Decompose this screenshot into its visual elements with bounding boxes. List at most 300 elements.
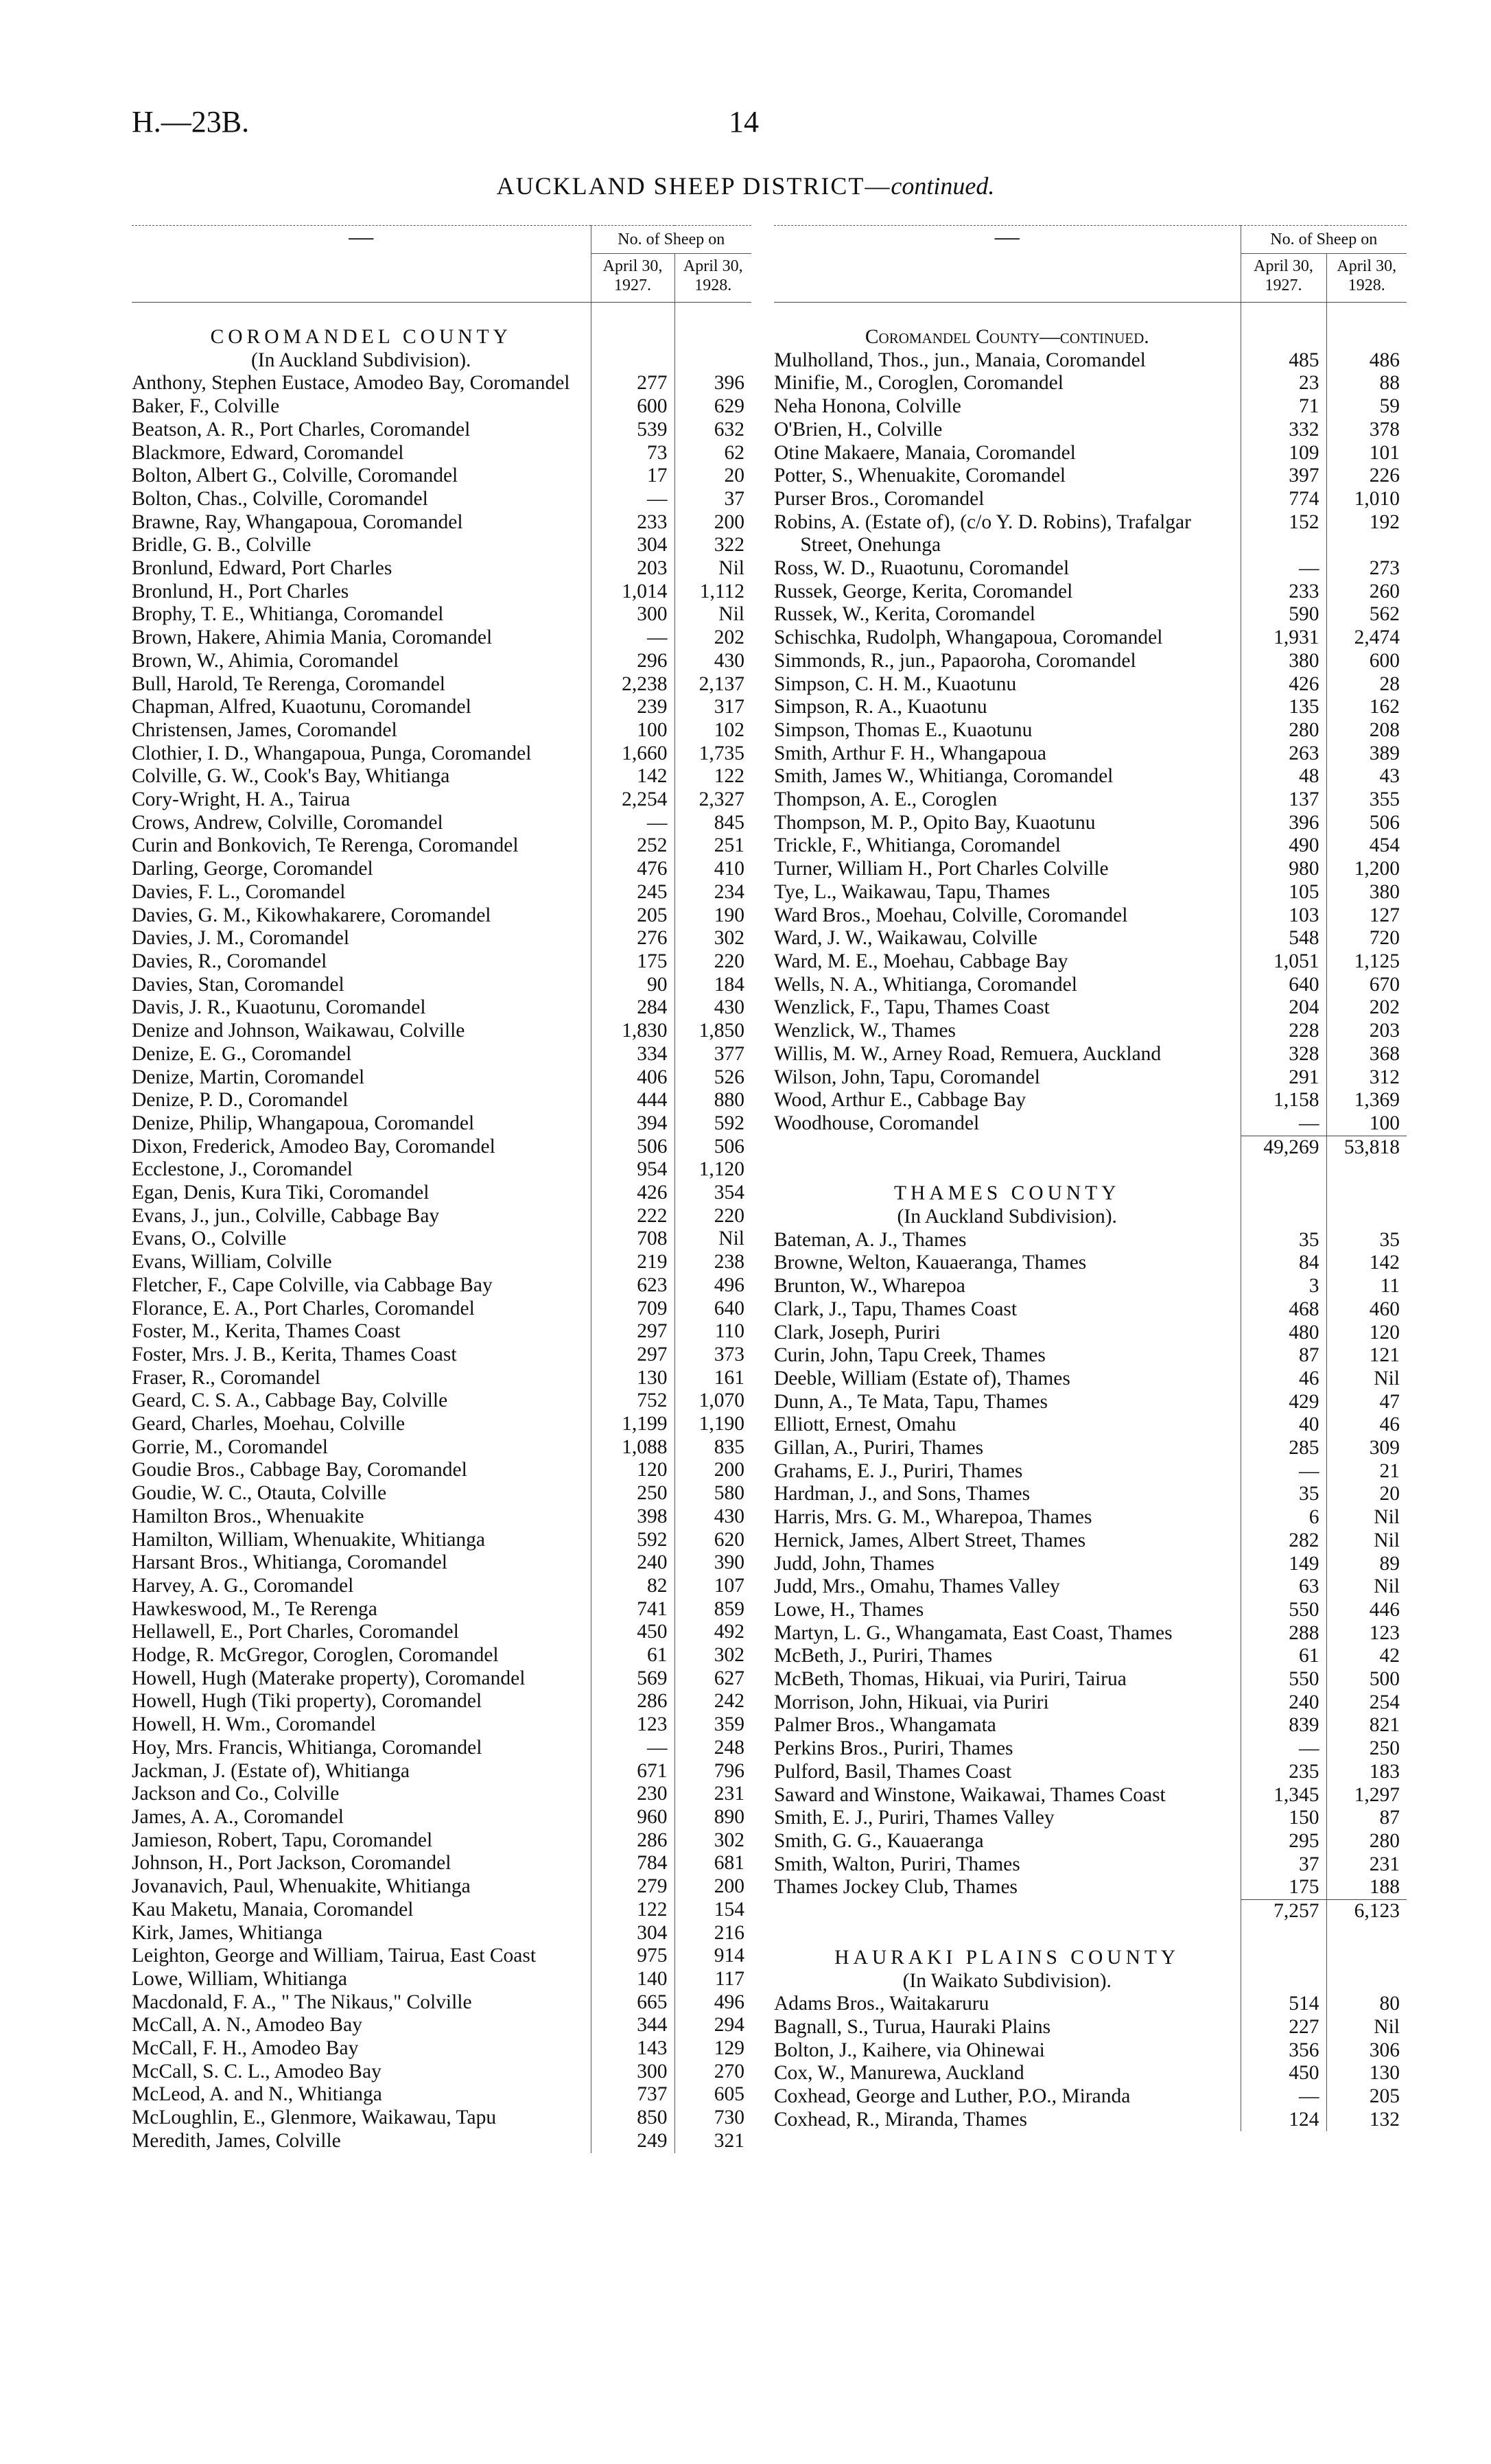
sheep-1928: 117 bbox=[674, 1968, 751, 1991]
owner-name: Fraser, R., Coromandel bbox=[132, 1366, 320, 1389]
sheep-1928: 120 bbox=[1326, 1322, 1407, 1345]
table-row bbox=[132, 2014, 751, 2037]
owner-name: Colville, G. W., Cook's Bay, Whitianga bbox=[132, 765, 450, 788]
sheep-1927: 175 bbox=[1241, 1876, 1326, 1899]
owner-name: Grahams, E. J., Puriri, Thames bbox=[774, 1459, 1023, 1482]
owner-name: McCall, A. N., Amodeo Bay bbox=[132, 2014, 362, 2037]
table-row bbox=[774, 1529, 1407, 1553]
sheep-1927: 286 bbox=[591, 1690, 674, 1713]
sheep-1928: 42 bbox=[1326, 1645, 1407, 1668]
sheep-1928: 129 bbox=[674, 2037, 751, 2061]
owner-name: Jackman, J. (Estate of), Whitianga bbox=[132, 1759, 410, 1782]
table-row bbox=[774, 1575, 1407, 1599]
owner-name: McLoughlin, E., Glenmore, Waikawau, Tapu bbox=[132, 2107, 497, 2129]
sheep-1928: 562 bbox=[1326, 603, 1407, 626]
table-row bbox=[132, 1182, 751, 1205]
table-row bbox=[132, 1459, 751, 1482]
sheep-1928: 121 bbox=[1326, 1344, 1407, 1368]
table-row bbox=[132, 1205, 751, 1228]
sheep-1928: 486 bbox=[1326, 349, 1407, 373]
table-row bbox=[774, 1460, 1407, 1483]
owner-name: Foster, Mrs. J. B., Kerita, Thames Coast bbox=[132, 1343, 457, 1365]
owner-name: Smith, Arthur F. H., Whangapoua bbox=[774, 742, 1046, 764]
owner-name: Meredith, James, Colville bbox=[132, 2129, 341, 2152]
owner-name: Willis, M. W., Arney Road, Remuera, Auckland bbox=[774, 1042, 1162, 1065]
sheep-1928: 359 bbox=[674, 1713, 751, 1737]
sheep-1928: 89 bbox=[1326, 1553, 1407, 1576]
owner-name: Clark, J., Tapu, Thames Coast bbox=[774, 1298, 1018, 1320]
table-row bbox=[774, 1112, 1407, 1136]
sheep-1928: 220 bbox=[674, 950, 751, 974]
report-reference: H.—23B. bbox=[132, 105, 250, 139]
sheep-1928: 627 bbox=[674, 1667, 751, 1691]
sheep-1928: 500 bbox=[1326, 1668, 1407, 1691]
sheep-1928: 410 bbox=[674, 858, 751, 881]
sheep-1927: 1,660 bbox=[591, 742, 674, 766]
table-row bbox=[132, 1389, 751, 1413]
owner-name: Hodge, R. McGregor, Coroglen, Coromandel bbox=[132, 1644, 499, 1667]
table-row bbox=[132, 673, 751, 696]
sheep-1928: 37 bbox=[674, 488, 751, 511]
table-row bbox=[774, 1066, 1407, 1090]
sheep-1927: 1,158 bbox=[1241, 1089, 1326, 1112]
owner-name: Bull, Harold, Te Rerenga, Coromandel bbox=[132, 672, 445, 695]
table-row bbox=[774, 2016, 1407, 2039]
table-row bbox=[132, 511, 751, 535]
sheep-1927: 485 bbox=[1241, 349, 1326, 373]
table-row bbox=[774, 1483, 1407, 1506]
owner-name: Denize, P. D., Coromandel bbox=[132, 1089, 349, 1112]
table-row bbox=[774, 1020, 1407, 1043]
owner-name: Jackson and Co., Colville bbox=[132, 1783, 340, 1805]
table-row bbox=[132, 858, 751, 881]
sheep-1927: 380 bbox=[1241, 650, 1326, 673]
table-row bbox=[132, 1621, 751, 1644]
sheep-1927: 548 bbox=[1241, 927, 1326, 950]
right-column bbox=[774, 222, 1407, 2131]
sheep-1928: 202 bbox=[1326, 996, 1407, 1020]
sheep-1928: 123 bbox=[1326, 1622, 1407, 1645]
table-row bbox=[132, 1829, 751, 1853]
sheep-1927: 708 bbox=[591, 1228, 674, 1251]
table-row bbox=[774, 1413, 1407, 1437]
table-row bbox=[132, 1505, 751, 1529]
sheep-1927: 152 bbox=[1241, 511, 1326, 557]
sheep-1928: 231 bbox=[1326, 1853, 1407, 1877]
owner-name: Bronlund, Edward, Port Charles bbox=[132, 557, 392, 580]
sheep-1927: 709 bbox=[591, 1298, 674, 1321]
sheep-1928: 188 bbox=[1326, 1876, 1407, 1899]
table-row bbox=[774, 442, 1407, 465]
sheep-1927: 87 bbox=[1241, 1344, 1326, 1368]
table-row bbox=[774, 1506, 1407, 1529]
table-row bbox=[132, 927, 751, 950]
sheep-1928: 890 bbox=[674, 1806, 751, 1829]
sheep-1927: 35 bbox=[1241, 1483, 1326, 1506]
owner-name: Woodhouse, Coromandel bbox=[774, 1112, 980, 1134]
subdivision-heading: (In Auckland Subdivision). bbox=[251, 349, 471, 371]
sheep-1928: 190 bbox=[674, 904, 751, 928]
owner-name: Otine Makaere, Manaia, Coromandel bbox=[774, 441, 1076, 464]
table-row bbox=[132, 1575, 751, 1598]
sheep-1928: 122 bbox=[674, 765, 751, 788]
table-row bbox=[132, 1136, 751, 1159]
sheep-1928: 251 bbox=[674, 834, 751, 858]
table-row bbox=[774, 696, 1407, 719]
table-row bbox=[774, 1229, 1407, 1252]
sheep-1928: 354 bbox=[674, 1182, 751, 1205]
table-row bbox=[774, 1691, 1407, 1715]
owner-name: Wood, Arthur E., Cabbage Bay bbox=[774, 1089, 1026, 1112]
owner-name: Simpson, Thomas E., Kuaotunu bbox=[774, 718, 1033, 741]
table-row bbox=[132, 1436, 751, 1459]
owner-name: Davies, J. M., Coromandel bbox=[132, 927, 350, 950]
owner-name: Hamilton, William, Whenuakite, Whitianga bbox=[132, 1528, 485, 1551]
owner-name: Wells, N. A., Whitianga, Coromandel bbox=[774, 973, 1077, 996]
owner-name: Davis, J. R., Kuaotunu, Coromandel bbox=[132, 996, 426, 1019]
sheep-1928: 632 bbox=[674, 419, 751, 442]
sheep-1927: — bbox=[591, 488, 674, 511]
sheep-1927: 665 bbox=[591, 1991, 674, 2015]
sheep-1928: 87 bbox=[1326, 1807, 1407, 1830]
sheep-1927: 46 bbox=[1241, 1368, 1326, 1391]
owner-name: Morrison, John, Hikuai, via Puriri bbox=[774, 1691, 1049, 1713]
table-row bbox=[132, 1251, 751, 1274]
table-row bbox=[774, 788, 1407, 812]
owner-name: Schischka, Rudolph, Whangapoua, Coromandel bbox=[774, 626, 1163, 649]
owner-name: Davies, F. L., Coromandel bbox=[132, 880, 346, 903]
table-row bbox=[774, 2109, 1407, 2132]
table-row bbox=[132, 557, 751, 580]
table-row bbox=[774, 2039, 1407, 2063]
right-table bbox=[774, 222, 1407, 2131]
owner-name: Macdonald, F. A., " The Nikaus," Colville bbox=[132, 1991, 472, 2013]
sheep-1928: 390 bbox=[674, 1551, 751, 1575]
table-row bbox=[774, 349, 1407, 373]
sheep-1927: 328 bbox=[1241, 1043, 1326, 1066]
owner-name: Denize, Philip, Whangapoua, Coromandel bbox=[132, 1112, 475, 1134]
owner-name: Palmer Bros., Whangamata bbox=[774, 1714, 996, 1737]
sheep-1927: 222 bbox=[591, 1205, 674, 1228]
sheep-1927: 140 bbox=[591, 1968, 674, 1991]
table-row bbox=[132, 488, 751, 511]
sheep-1927: 1,931 bbox=[1241, 626, 1326, 650]
owner-name: Curin, John, Tapu Creek, Thames bbox=[774, 1344, 1046, 1367]
table-row bbox=[132, 465, 751, 488]
table-row bbox=[774, 858, 1407, 881]
owner-name: McBeth, Thomas, Hikuai, via Puriri, Tairua bbox=[774, 1668, 1127, 1691]
sheep-1928: 248 bbox=[674, 1737, 751, 1760]
owner-name: Harvey, A. G., Coromandel bbox=[132, 1574, 354, 1597]
title-continued: continued. bbox=[891, 172, 995, 200]
table-row bbox=[774, 1298, 1407, 1322]
sheep-1927: 284 bbox=[591, 996, 674, 1020]
sheep-1928: 208 bbox=[1326, 719, 1407, 742]
sheep-1928: 600 bbox=[1326, 650, 1407, 673]
owner-name: Brown, Hakere, Ahimia Mania, Coromandel bbox=[132, 626, 493, 649]
table-row bbox=[132, 1760, 751, 1783]
table-row bbox=[132, 1320, 751, 1344]
sheep-1927: 980 bbox=[1241, 858, 1326, 881]
sheep-1928: Nil bbox=[1326, 1368, 1407, 1391]
sheep-1928: 306 bbox=[1326, 2039, 1407, 2063]
owner-name: Bridle, G. B., Colville bbox=[132, 534, 312, 556]
owner-name: McCall, F. H., Amodeo Bay bbox=[132, 2037, 359, 2060]
sheep-1927: 406 bbox=[591, 1066, 674, 1090]
sheep-1928: 100 bbox=[1326, 1112, 1407, 1136]
sheep-1927: 280 bbox=[1241, 719, 1326, 742]
sheep-1927: 150 bbox=[1241, 1807, 1326, 1830]
sheep-1927: 300 bbox=[591, 603, 674, 626]
owner-name: Crows, Andrew, Colville, Coromandel bbox=[132, 811, 443, 834]
owner-name: Tye, L., Waikawau, Tapu, Thames bbox=[774, 880, 1050, 903]
owner-name: Evans, William, Colville bbox=[132, 1251, 332, 1274]
sheep-1928: 102 bbox=[674, 719, 751, 742]
sheep-1927: 286 bbox=[591, 1829, 674, 1853]
owner-name: Darling, George, Coromandel bbox=[132, 858, 373, 880]
table-row bbox=[774, 1714, 1407, 1737]
sheep-1928: Nil bbox=[674, 1228, 751, 1251]
sheep-1928: 377 bbox=[674, 1043, 751, 1066]
sheep-1927: 295 bbox=[1241, 1830, 1326, 1853]
owner-name: Thompson, A. E., Coroglen bbox=[774, 788, 998, 811]
sheep-1928: 321 bbox=[674, 2130, 751, 2153]
sheep-1928: 20 bbox=[674, 465, 751, 488]
sheep-1928: 859 bbox=[674, 1598, 751, 1621]
sheep-1928: 681 bbox=[674, 1852, 751, 1875]
sheep-1928: 605 bbox=[674, 2083, 751, 2107]
owner-name: Judd, Mrs., Omahu, Thames Valley bbox=[774, 1575, 1060, 1598]
sheep-1927: 137 bbox=[1241, 788, 1326, 812]
owner-name: Turner, William H., Port Charles Colville bbox=[774, 858, 1109, 880]
owner-name: Simmonds, R., jun., Papaoroha, Coromandel bbox=[774, 649, 1136, 672]
table-row bbox=[774, 1807, 1407, 1830]
sheep-1927: 288 bbox=[1241, 1622, 1326, 1645]
sheep-1927: 143 bbox=[591, 2037, 674, 2061]
table-row bbox=[132, 1667, 751, 1691]
sheep-1927: 282 bbox=[1241, 1529, 1326, 1553]
owner-name: Smith, James W., Whitianga, Coromandel bbox=[774, 765, 1114, 788]
table-row bbox=[774, 974, 1407, 997]
sheep-1928: 430 bbox=[674, 650, 751, 673]
owner-name: Harris, Mrs. G. M., Wharepoa, Thames bbox=[774, 1506, 1092, 1529]
table-row bbox=[774, 1599, 1407, 1622]
sheep-1927: 252 bbox=[591, 834, 674, 858]
sheep-1927: 103 bbox=[1241, 904, 1326, 928]
owner-name: Goudie, W. C., Otauta, Colville bbox=[132, 1482, 387, 1505]
owner-name: Simpson, C. H. M., Kuaotunu bbox=[774, 672, 1017, 695]
sheep-count-header: No. of Sheep on bbox=[591, 226, 751, 254]
owner-name: Brunton, W., Wharepoa bbox=[774, 1275, 965, 1298]
sheep-1927: 48 bbox=[1241, 765, 1326, 788]
page-title: AUCKLAND SHEEP DISTRICT—continued. bbox=[496, 172, 995, 200]
sheep-1928: 1,070 bbox=[674, 1389, 751, 1413]
sheep-1928: 492 bbox=[674, 1621, 751, 1644]
sheep-1928: 1,850 bbox=[674, 1020, 751, 1043]
table-row bbox=[132, 950, 751, 974]
sheep-1928: 312 bbox=[1326, 1066, 1407, 1090]
sheep-1928: 302 bbox=[674, 1644, 751, 1667]
owner-name: Clothier, I. D., Whangapoua, Punga, Coromandel bbox=[132, 742, 532, 764]
sheep-1927: 105 bbox=[1241, 881, 1326, 904]
sheep-1927: 291 bbox=[1241, 1066, 1326, 1090]
sheep-1928: 526 bbox=[674, 1066, 751, 1090]
owner-name: Minifie, M., Coroglen, Coromandel bbox=[774, 372, 1064, 395]
sheep-1927: 850 bbox=[591, 2107, 674, 2130]
sheep-1927: 235 bbox=[1241, 1761, 1326, 1784]
sheep-1928: 250 bbox=[1326, 1737, 1407, 1761]
sheep-1927: 205 bbox=[591, 904, 674, 928]
sheep-1928: 496 bbox=[674, 1274, 751, 1298]
owner-name: Christensen, James, Coromandel bbox=[132, 718, 397, 741]
owner-name: Wenzlick, W., Thames bbox=[774, 1020, 956, 1042]
table-row bbox=[132, 834, 751, 858]
sheep-1928: 496 bbox=[674, 1991, 751, 2015]
owner-name: Hernick, James, Albert Street, Thames bbox=[774, 1529, 1086, 1551]
sheep-1927: — bbox=[591, 812, 674, 835]
table-row bbox=[774, 1830, 1407, 1853]
owner-name: Martyn, L. G., Whangamata, East Coast, Thames bbox=[774, 1621, 1173, 1644]
owner-name: Johnson, H., Port Jackson, Coromandel bbox=[132, 1852, 451, 1875]
owner-name: Coxhead, R., Miranda, Thames bbox=[774, 2108, 1027, 2131]
sheep-1927: 975 bbox=[591, 1945, 674, 1968]
sheep-1927: 109 bbox=[1241, 442, 1326, 465]
sheep-1927: 285 bbox=[1241, 1437, 1326, 1460]
owner-name: Chapman, Alfred, Kuaotunu, Coromandel bbox=[132, 696, 471, 718]
table-row bbox=[132, 1274, 751, 1298]
sheep-1927: 550 bbox=[1241, 1668, 1326, 1691]
sheep-1928: 203 bbox=[1326, 1020, 1407, 1043]
sheep-1928: Nil bbox=[1326, 1529, 1407, 1553]
thames-total-1928: 6,123 bbox=[1326, 1900, 1407, 1923]
owner-name: Blackmore, Edward, Coromandel bbox=[132, 441, 404, 464]
table-row bbox=[774, 834, 1407, 858]
sheep-1927: 277 bbox=[591, 372, 674, 395]
sheep-1927: — bbox=[1241, 557, 1326, 580]
sheep-1927: 142 bbox=[591, 765, 674, 788]
sheep-1928: 880 bbox=[674, 1089, 751, 1112]
table-row bbox=[132, 626, 751, 650]
owner-name: Howell, Hugh (Materake property), Coromandel bbox=[132, 1667, 526, 1689]
table-row bbox=[774, 557, 1407, 580]
sheep-1928: 231 bbox=[674, 1783, 751, 1806]
table-row bbox=[774, 1322, 1407, 1345]
sheep-1928: 142 bbox=[1326, 1252, 1407, 1275]
owner-name: Coxhead, George and Luther, P.O., Miranda bbox=[774, 2085, 1131, 2108]
sheep-1927: 1,199 bbox=[591, 1413, 674, 1436]
owner-name: Evans, O., Colville bbox=[132, 1228, 287, 1250]
sheep-1927: — bbox=[1241, 1460, 1326, 1483]
table-row bbox=[774, 603, 1407, 626]
sheep-1927: 396 bbox=[1241, 812, 1326, 835]
sheep-1927: 35 bbox=[1241, 1229, 1326, 1252]
sheep-1928: 202 bbox=[674, 626, 751, 650]
sheep-1928: 592 bbox=[674, 1112, 751, 1136]
owner-name: Elliott, Ernest, Omahu bbox=[774, 1413, 956, 1436]
left-column bbox=[132, 222, 751, 2153]
sheep-1928: 88 bbox=[1326, 372, 1407, 395]
owner-name: Hawkeswood, M., Te Rerenga bbox=[132, 1597, 377, 1620]
sheep-count-header: No. of Sheep on bbox=[1241, 226, 1407, 254]
table-row bbox=[774, 1391, 1407, 1414]
owner-name: Howell, Hugh (Tiki property), Coromandel bbox=[132, 1690, 482, 1713]
sheep-1928: 506 bbox=[674, 1136, 751, 1159]
table-row bbox=[774, 1784, 1407, 1807]
table-row bbox=[774, 1437, 1407, 1460]
table-row bbox=[132, 1598, 751, 1621]
sheep-1927: 90 bbox=[591, 974, 674, 997]
table-row bbox=[132, 1644, 751, 1667]
table-row bbox=[132, 1367, 751, 1390]
sheep-1927: 623 bbox=[591, 1274, 674, 1298]
table-row bbox=[132, 974, 751, 997]
owner-name: Jamieson, Robert, Tapu, Coromandel bbox=[132, 1829, 433, 1851]
table-row bbox=[774, 742, 1407, 766]
table-row bbox=[774, 950, 1407, 974]
sheep-1928: 132 bbox=[1326, 2109, 1407, 2132]
coromandel-total-1928: 53,818 bbox=[1326, 1136, 1407, 1159]
sheep-1927: 394 bbox=[591, 1112, 674, 1136]
sheep-1927: 1,088 bbox=[591, 1436, 674, 1459]
sheep-1927: 296 bbox=[591, 650, 674, 673]
sheep-1927: 40 bbox=[1241, 1413, 1326, 1437]
table-row bbox=[132, 534, 751, 557]
owner-name: Denize, Martin, Coromandel bbox=[132, 1066, 365, 1088]
owner-name: Davies, G. M., Kikowhakarere, Coromandel bbox=[132, 904, 491, 926]
sheep-1928: 821 bbox=[1326, 1714, 1407, 1737]
sheep-1927: 82 bbox=[591, 1575, 674, 1598]
sheep-1928: Nil bbox=[674, 603, 751, 626]
table-row bbox=[132, 719, 751, 742]
table-row bbox=[774, 1344, 1407, 1368]
sheep-1928: 317 bbox=[674, 696, 751, 719]
sheep-1927: 227 bbox=[1241, 2016, 1326, 2039]
sheep-1927: 450 bbox=[1241, 2062, 1326, 2085]
sheep-1928: 640 bbox=[674, 1298, 751, 1321]
owner-name: Bolton, Albert G., Colville, Coromandel bbox=[132, 465, 458, 487]
owner-name: Bolton, J., Kaihere, via Ohinewai bbox=[774, 2039, 1045, 2061]
table-row bbox=[774, 626, 1407, 650]
owner-name: Thompson, M. P., Opito Bay, Kuaotunu bbox=[774, 811, 1096, 834]
owner-name: Gorrie, M., Coromandel bbox=[132, 1435, 328, 1458]
sheep-1928: 1,120 bbox=[674, 1158, 751, 1182]
owner-name: Beatson, A. R., Port Charles, Coromandel bbox=[132, 418, 471, 441]
owner-name: Egan, Denis, Kura Tiki, Coromandel bbox=[132, 1182, 430, 1204]
sheep-1928: 154 bbox=[674, 1899, 751, 1922]
owner-name: Curin and Bonkovich, Te Rerenga, Coromandel bbox=[132, 834, 519, 857]
table-row bbox=[774, 927, 1407, 950]
sheep-1928: 430 bbox=[674, 996, 751, 1020]
table-row bbox=[774, 1668, 1407, 1691]
sheep-1927: 17 bbox=[591, 465, 674, 488]
owner-name: Purser Bros., Coromandel bbox=[774, 487, 985, 510]
table-row bbox=[132, 372, 751, 395]
table-row bbox=[132, 696, 751, 719]
owner-name: O'Brien, H., Colville bbox=[774, 418, 943, 441]
sheep-1927: 230 bbox=[591, 1783, 674, 1806]
sheep-1928: 216 bbox=[674, 1922, 751, 1945]
sheep-1928: 309 bbox=[1326, 1437, 1407, 1460]
owner-name: Cox, W., Manurewa, Auckland bbox=[774, 2062, 1024, 2085]
owner-name: Pulford, Basil, Thames Coast bbox=[774, 1760, 1012, 1783]
table-row bbox=[774, 673, 1407, 696]
table-row bbox=[774, 395, 1407, 419]
table-row bbox=[774, 488, 1407, 511]
sheep-1928: 280 bbox=[1326, 1830, 1407, 1853]
sheep-1928: 80 bbox=[1326, 1993, 1407, 2016]
table-row bbox=[774, 1737, 1407, 1761]
owner-name: Hardman, J., and Sons, Thames bbox=[774, 1483, 1031, 1505]
